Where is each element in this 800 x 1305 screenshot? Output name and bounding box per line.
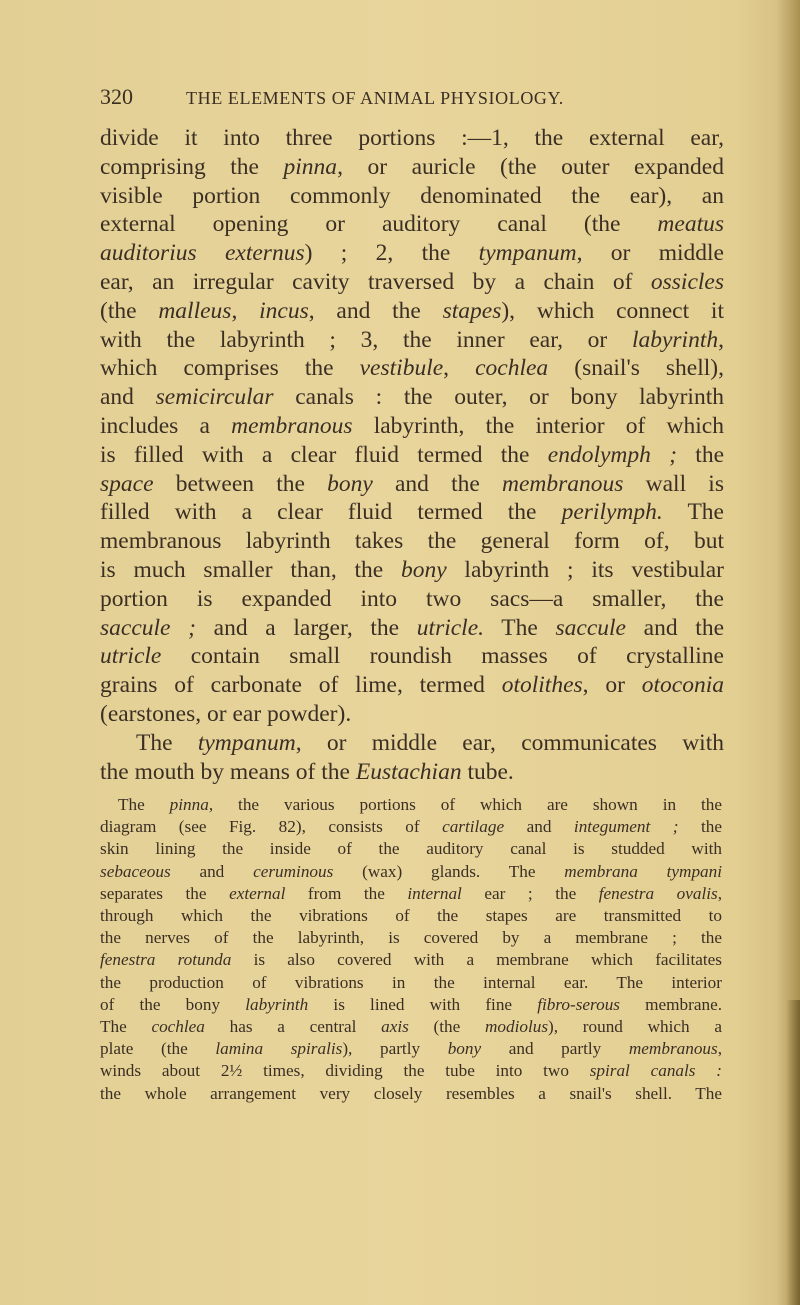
text-run: and the bbox=[625, 614, 724, 641]
text-line bbox=[100, 297, 724, 326]
italic-term: membranous bbox=[502, 470, 624, 497]
text-run: labyrinth, the interior of which bbox=[352, 412, 724, 439]
text-line bbox=[100, 527, 724, 556]
italic-term: utricle. bbox=[416, 614, 485, 641]
text-run: contain small roundish masses of crystalline bbox=[161, 643, 724, 670]
italic-term: membranous bbox=[231, 412, 353, 439]
text-run: , bbox=[231, 297, 260, 324]
italic-term: pinna bbox=[283, 153, 338, 180]
text-run: the bbox=[677, 441, 724, 468]
text-run: (the bbox=[100, 297, 159, 324]
text-line bbox=[100, 1038, 722, 1060]
text-run: ) ; 2, the bbox=[304, 240, 479, 267]
italic-term: tympanum bbox=[197, 729, 296, 756]
text-run: , or bbox=[582, 672, 642, 699]
page-edge-shadow bbox=[786, 1000, 800, 1305]
text-run: The bbox=[100, 1017, 152, 1037]
text-line bbox=[100, 816, 722, 838]
text-line bbox=[100, 1083, 722, 1105]
italic-term: stapes bbox=[442, 297, 502, 324]
text-run: from the bbox=[285, 883, 408, 903]
text-line bbox=[100, 585, 724, 614]
text-run: is filled with a clear fluid termed the bbox=[100, 441, 548, 468]
text-run: is lined with fine bbox=[308, 994, 538, 1014]
text-line bbox=[100, 794, 722, 816]
text-run: , or auricle (the outer expanded bbox=[337, 153, 724, 180]
text-run: , bbox=[717, 1039, 722, 1059]
text-run: The bbox=[136, 729, 198, 756]
main-text bbox=[100, 124, 724, 786]
text-line bbox=[100, 412, 724, 441]
text-run: is much smaller than, the bbox=[100, 556, 401, 583]
italic-term: saccule ; bbox=[100, 614, 196, 641]
italic-term: Eustachian bbox=[355, 758, 462, 785]
text-run: and bbox=[100, 384, 156, 411]
text-run: ear, an irregular cavity traversed by a chain of bbox=[100, 268, 651, 295]
italic-term: membranous bbox=[628, 1039, 718, 1059]
text-run: The bbox=[118, 795, 170, 814]
italic-term: fibro-serous bbox=[537, 994, 620, 1014]
text-line bbox=[100, 354, 724, 383]
text-run: , bbox=[718, 326, 724, 353]
text-run: is also covered with a membrane which facilitates bbox=[231, 950, 722, 970]
text-run: ), round which a bbox=[548, 1017, 722, 1037]
page-number: 320 bbox=[100, 84, 133, 109]
text-run: , bbox=[443, 355, 476, 382]
text-line bbox=[100, 268, 724, 297]
text-run: visible portion commonly denominated the ear), an bbox=[100, 182, 724, 209]
text-run: divide it into three portions :—1, the external ear, bbox=[100, 125, 724, 151]
italic-term: cochlea bbox=[151, 1017, 205, 1037]
text-line bbox=[100, 614, 724, 643]
text-run: grains of carbonate of lime, termed bbox=[100, 672, 502, 699]
text-run: and a larger, the bbox=[195, 614, 417, 641]
italic-term: external bbox=[229, 883, 286, 903]
text-run: with the labyrinth ; 3, the inner ear, or bbox=[100, 326, 632, 353]
text-line bbox=[100, 927, 722, 949]
italic-term: bony bbox=[447, 1039, 482, 1059]
text-line bbox=[100, 949, 722, 971]
text-run: and partly bbox=[481, 1039, 629, 1059]
text-line bbox=[100, 470, 724, 499]
text-line bbox=[100, 124, 724, 153]
italic-term: axis bbox=[381, 1017, 409, 1037]
text-run: winds about 2½ times, dividing the tube into two bbox=[100, 1061, 590, 1081]
italic-term: otoconia bbox=[641, 672, 725, 699]
text-run: through which the vibrations of the stapes are transmitted to bbox=[100, 906, 722, 926]
italic-term: saccule bbox=[555, 614, 626, 641]
text-run: ear ; the bbox=[461, 883, 599, 903]
text-line bbox=[100, 905, 722, 927]
text-line bbox=[100, 1016, 722, 1038]
text-run: separates the bbox=[100, 883, 230, 903]
text-line bbox=[100, 556, 724, 585]
text-run: includes a bbox=[100, 412, 232, 439]
text-line bbox=[100, 498, 724, 527]
text-line bbox=[100, 671, 724, 700]
text-run: The bbox=[662, 499, 724, 526]
text-run: , or middle bbox=[576, 240, 724, 267]
italic-term: semicircular bbox=[155, 384, 274, 411]
text-line bbox=[100, 994, 722, 1016]
text-line bbox=[100, 239, 724, 268]
text-run: (wax) glands. The bbox=[333, 861, 565, 881]
text-line bbox=[100, 326, 724, 355]
italic-term: modiolus bbox=[485, 1017, 549, 1037]
italic-term: ceruminous bbox=[253, 861, 334, 881]
text-run: , or middle ear, communicates with bbox=[295, 729, 724, 756]
text-run: and bbox=[504, 817, 574, 837]
italic-term: auditorius externus bbox=[100, 240, 305, 267]
text-run: and bbox=[170, 861, 254, 881]
italic-term: space bbox=[100, 470, 154, 497]
text-run: tube. bbox=[461, 758, 514, 785]
text-line bbox=[100, 441, 724, 470]
italic-term: meatus bbox=[657, 211, 724, 238]
text-line bbox=[100, 153, 724, 182]
italic-term: lamina spiralis bbox=[215, 1039, 343, 1059]
italic-term: sebaceous bbox=[100, 861, 171, 881]
italic-term: bony bbox=[400, 556, 447, 583]
text-run: external opening or auditory canal (the bbox=[100, 211, 658, 238]
italic-term: integument ; bbox=[573, 817, 679, 837]
running-title: THE ELEMENTS OF ANIMAL PHYSIOLOGY. bbox=[186, 88, 564, 108]
text-run: has a central bbox=[204, 1017, 382, 1037]
text-line bbox=[100, 972, 722, 994]
text-line bbox=[100, 838, 722, 860]
text-run: filled with a clear fluid termed the bbox=[100, 499, 562, 526]
italic-term: labyrinth bbox=[245, 994, 309, 1014]
italic-term: bony bbox=[327, 470, 373, 497]
text-line bbox=[100, 1060, 722, 1082]
text-run: the whole arrangement very closely resembles a snail's shell. The bbox=[100, 1083, 722, 1103]
italic-term: cochlea bbox=[475, 355, 549, 382]
italic-term: fenestra rotunda bbox=[100, 950, 232, 970]
text-line bbox=[100, 642, 724, 671]
text-line bbox=[100, 729, 724, 758]
italic-term: pinna bbox=[169, 795, 209, 814]
italic-term: utricle bbox=[100, 643, 162, 670]
italic-term: fenestra ovalis bbox=[598, 883, 718, 903]
text-run: canals : the outer, or bony labyrinth bbox=[273, 384, 724, 411]
text-run: which comprises the bbox=[100, 355, 360, 382]
text-line bbox=[100, 182, 724, 211]
italic-term: perilymph. bbox=[561, 499, 663, 526]
italic-term: spiral canals : bbox=[589, 1061, 722, 1081]
text-run: (the bbox=[408, 1017, 485, 1037]
text-line bbox=[100, 383, 724, 412]
text-run: (snail's shell), bbox=[548, 355, 724, 382]
text-run: , the various portions of which are shown in the bbox=[208, 795, 722, 814]
text-run: ), which connect it bbox=[501, 297, 724, 324]
italic-term: internal bbox=[407, 883, 462, 903]
text-run: the bbox=[678, 817, 722, 837]
italic-term: ossicles bbox=[650, 268, 724, 295]
italic-term: cartilage bbox=[442, 817, 505, 837]
text-run: membrane. bbox=[619, 994, 722, 1014]
text-run: diagram (see Fig. 82), consists of bbox=[100, 817, 443, 837]
italic-term: tympanum bbox=[478, 240, 577, 267]
text-line bbox=[100, 700, 724, 729]
text-line bbox=[100, 210, 724, 239]
text-run: portion is expanded into two sacs—a smaller, the bbox=[100, 585, 724, 612]
text-run: of the bony bbox=[100, 994, 246, 1014]
text-run: , bbox=[717, 883, 722, 903]
text-run: (earstones, or ear powder). bbox=[100, 700, 352, 727]
italic-term: malleus bbox=[158, 297, 232, 324]
text-run: skin lining the inside of the auditory canal is studded with bbox=[100, 839, 722, 859]
text-run: comprising the bbox=[100, 153, 284, 180]
text-run: membranous labyrinth takes the general form of, but bbox=[100, 528, 724, 555]
italic-term: vestibule bbox=[359, 355, 444, 382]
text-line bbox=[100, 758, 724, 787]
italic-term: otolithes bbox=[501, 672, 583, 699]
text-run: , and the bbox=[308, 297, 443, 324]
text-run: labyrinth ; its vestibular bbox=[446, 556, 724, 583]
text-run: and the bbox=[372, 470, 503, 497]
italic-term: incus bbox=[259, 297, 309, 324]
text-line bbox=[100, 883, 722, 905]
text-line bbox=[100, 861, 722, 883]
text-run: wall is bbox=[623, 470, 724, 497]
text-run: The bbox=[484, 614, 556, 641]
text-run: plate (the bbox=[100, 1039, 216, 1059]
italic-term: membrana tympani bbox=[564, 861, 722, 881]
text-run: ), partly bbox=[342, 1039, 448, 1059]
text-run: the production of vibrations in the internal ear. The interior bbox=[100, 972, 722, 992]
text-run: the mouth by means of the bbox=[100, 758, 356, 785]
text-run: between the bbox=[153, 470, 328, 497]
small-print-note bbox=[100, 794, 722, 1105]
text-run: the nerves of the labyrinth, is covered by a membrane ; the bbox=[100, 928, 722, 948]
italic-term: endolymph ; bbox=[547, 441, 677, 468]
italic-term: labyrinth bbox=[631, 326, 719, 353]
